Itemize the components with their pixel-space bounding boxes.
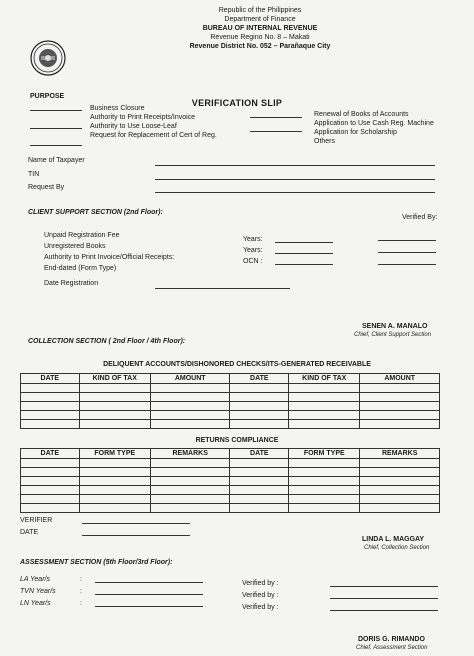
table-row[interactable] — [21, 402, 440, 411]
table-row[interactable] — [21, 459, 440, 468]
la-colon: : — [80, 576, 82, 583]
returns-compliance-table — [20, 448, 440, 513]
delinquent-table-title: DELIQUENT ACCOUNTS/DISHONORED CHECKS/ITS-GENERATED RECEIVABLE — [103, 361, 371, 368]
client-signer-name: SENEN A. MANALO — [362, 323, 428, 330]
col-remarks: REMARKS — [360, 449, 440, 459]
verifier-field[interactable] — [82, 523, 190, 524]
taxpayer-name-label: Name of Taxpayer — [28, 157, 85, 164]
client-verify-line-2[interactable] — [378, 252, 436, 253]
collection-signer-name: LINDA L. MAGGAY — [362, 536, 425, 543]
purpose-blank-1[interactable] — [30, 110, 82, 111]
collection-signer-title: Chief, Collection Section — [364, 545, 430, 551]
purpose-blank-4[interactable] — [250, 117, 302, 118]
collection-date-field[interactable] — [82, 535, 190, 536]
purpose-others: Others — [314, 138, 336, 145]
tvn-years-label: TVN Year/s — [20, 588, 56, 595]
taxpayer-name-field[interactable] — [155, 165, 435, 166]
purpose-business-closure: Business Closure — [90, 105, 145, 112]
client-verify-line-1[interactable] — [378, 240, 436, 241]
client-signer-title: Chief, Client Support Section — [354, 332, 432, 338]
tvn-colon: : — [80, 588, 82, 595]
ln-verified-by-label: Verified by : — [242, 604, 279, 611]
purpose-authority-print: Authority to Print Receipts/Invoice — [90, 114, 196, 121]
col-date: DATE — [21, 374, 80, 384]
date-registration-label: Date Registration — [44, 280, 99, 287]
years-2-label: Years: — [243, 247, 263, 254]
col-date: DATE — [21, 449, 80, 459]
tin-field[interactable] — [155, 179, 435, 180]
col-amount: AMOUNT — [360, 374, 440, 384]
table-header-row — [21, 449, 440, 459]
purpose-cash-reg: Application to Use Cash Reg. Machine — [314, 120, 434, 127]
ln-years-label: LN Year/s — [20, 600, 51, 607]
table-row[interactable] — [21, 420, 440, 429]
tin-label: TIN — [28, 171, 40, 178]
table-header-row — [21, 374, 440, 384]
col-remarks: REMARKS — [150, 449, 230, 459]
la-verified-by-label: Verified by : — [242, 580, 279, 587]
header-line-4: Revenue Regino No. 8 – Makati — [210, 34, 310, 41]
table-row[interactable] — [21, 477, 440, 486]
unpaid-reg-fee-label: Unpaid Registration Fee — [44, 232, 120, 239]
tvn-verified-by-field[interactable] — [330, 598, 438, 599]
ln-colon: : — [80, 600, 82, 607]
years-1-field[interactable] — [275, 242, 333, 243]
col-form-type: FORM TYPE — [79, 449, 150, 459]
purpose-blank-5[interactable] — [250, 131, 302, 132]
purpose-scholarship: Application for Scholarship — [314, 129, 397, 136]
delinquent-accounts-table — [20, 373, 440, 429]
table-row[interactable] — [21, 495, 440, 504]
assessment-heading: ASSESSMENT SECTION (5th Floor/3rd Floor): — [20, 559, 173, 566]
purpose-blank-2[interactable] — [30, 128, 82, 129]
ocn-field[interactable] — [275, 264, 333, 265]
assessment-signer-title: Chief, Assessment Section — [356, 645, 428, 651]
purpose-heading: PURPOSE — [30, 93, 65, 100]
request-by-label: Request By — [28, 184, 65, 191]
col-amount: AMOUNT — [150, 374, 230, 384]
tvn-verified-by-label: Verified by : — [242, 592, 279, 599]
header-line-5: Revenue District No. 052 – Parañaque City — [189, 43, 331, 50]
returns-compliance-title: RETURNS COMPLIANCE — [195, 437, 279, 444]
collection-heading: COLLECTION SECTION ( 2nd Floor / 4th Floor): — [28, 338, 186, 345]
collection-date-label: DATE — [20, 529, 39, 536]
table-row[interactable] — [21, 468, 440, 477]
la-verified-by-field[interactable] — [330, 586, 438, 587]
table-row[interactable] — [21, 384, 440, 393]
table-row[interactable] — [21, 411, 440, 420]
la-years-field[interactable] — [95, 582, 203, 583]
col-form-type: FORM TYPE — [289, 449, 360, 459]
purpose-blank-3[interactable] — [30, 145, 82, 146]
unregistered-books-label: Unregistered Books — [44, 243, 106, 250]
la-years-label: LA Year/s — [20, 576, 50, 583]
years-1-label: Years: — [243, 236, 263, 243]
col-kind-of-tax: KIND OF TAX — [289, 374, 360, 384]
col-kind-of-tax: KIND OF TAX — [79, 374, 150, 384]
client-verify-line-3[interactable] — [378, 264, 436, 265]
ln-verified-by-field[interactable] — [330, 610, 438, 611]
client-verified-by-label: Verified By: — [402, 214, 438, 221]
purpose-loose-leaf: Authority to Use Loose-Leaf — [90, 123, 177, 130]
ln-years-field[interactable] — [95, 606, 203, 607]
purpose-replacement-cert: Request for Replacement of Cert of Reg. — [90, 132, 217, 139]
purpose-renewal-books: Renewal of Books of Accounts — [314, 111, 409, 118]
col-date: DATE — [230, 449, 289, 459]
request-by-field[interactable] — [155, 192, 435, 193]
table-row[interactable] — [21, 393, 440, 402]
table-row[interactable] — [21, 504, 440, 513]
page-title: VERIFICATION SLIP — [191, 98, 283, 108]
end-dated-label: End-dated (Form Type) — [44, 265, 117, 272]
header-line-3: BUREAU OF INTERNAL REVENUE — [202, 25, 318, 32]
agency-header — [150, 6, 370, 51]
table-row[interactable] — [21, 486, 440, 495]
years-2-field[interactable] — [275, 253, 333, 254]
verifier-label: VERIFIER — [20, 517, 53, 524]
authority-print-invoice-label: Authority to Print Invoice/Official Receipts: — [44, 254, 175, 261]
assessment-signer-name: DORIS G. RIMANDO — [358, 636, 425, 643]
bir-seal-icon — [30, 40, 66, 76]
header-line-2: Department of Finance — [224, 16, 296, 23]
ocn-label: OCN : — [243, 258, 263, 265]
col-date: DATE — [230, 374, 289, 384]
header-line-1: Republic of the Philippines — [218, 7, 302, 14]
date-registration-field[interactable] — [155, 288, 290, 289]
tvn-years-field[interactable] — [95, 594, 203, 595]
client-support-heading: CLIENT SUPPORT SECTION (2nd Floor): — [28, 209, 163, 216]
